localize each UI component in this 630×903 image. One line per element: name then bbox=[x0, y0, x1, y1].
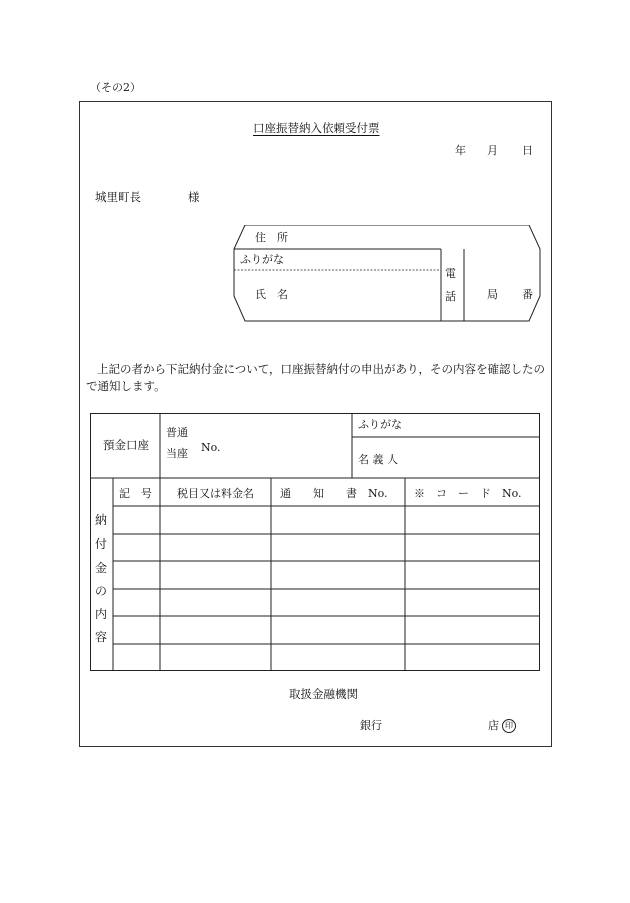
phone-label-bottom: 話 bbox=[445, 290, 456, 303]
institution-heading: 取扱金融機関 bbox=[289, 687, 358, 701]
side-label-char: 納 bbox=[95, 513, 108, 527]
header-symbol: 記 号 bbox=[119, 487, 152, 500]
side-label-char: 容 bbox=[95, 630, 108, 644]
account-label: 預金口座 bbox=[103, 438, 149, 452]
header-notice-no: 通 知 書 No. bbox=[280, 487, 388, 500]
header-code-no: ※ コ ー ド No. bbox=[414, 487, 522, 500]
side-label-char: 内 bbox=[95, 607, 108, 621]
account-no-label: No. bbox=[201, 441, 221, 454]
day-label: 日 bbox=[522, 144, 533, 157]
holder-label: 名 義 人 bbox=[358, 453, 398, 466]
furigana-label: ふりがな bbox=[240, 253, 284, 266]
exchange-label: 局 bbox=[487, 288, 498, 301]
side-label-char: 付 bbox=[95, 537, 108, 551]
header-tax-item: 税目又は料金名 bbox=[177, 487, 254, 500]
year-label: 年 bbox=[455, 144, 466, 157]
account-payment-table bbox=[90, 413, 542, 672]
branch-text: 店 bbox=[488, 719, 499, 732]
notice-text: 上記の者から下記納付金について，口座振替納付の申出があり，その内容を確認したので通知します。 bbox=[86, 362, 546, 393]
bank-label: 銀行 bbox=[360, 719, 382, 732]
address-label: 住 所 bbox=[255, 231, 288, 244]
addressee-honorific: 様 bbox=[188, 190, 200, 204]
side-label-char: の bbox=[95, 584, 108, 598]
number-label: 番 bbox=[522, 288, 533, 301]
seal-icon: 印 bbox=[502, 719, 516, 733]
account-type-current: 当座 bbox=[166, 447, 188, 460]
addressee-name: 城里町長 bbox=[95, 190, 141, 204]
name-label: 氏 名 bbox=[255, 288, 288, 301]
page-label: （その2） bbox=[90, 81, 141, 94]
form-title: 口座振替納入依頼受付票 bbox=[253, 121, 380, 135]
branch-label bbox=[488, 719, 516, 733]
phone-label-top: 電 bbox=[445, 267, 456, 280]
account-type-ordinary: 普通 bbox=[166, 426, 188, 439]
month-label: 月 bbox=[487, 144, 498, 157]
holder-furigana-label: ふりがな bbox=[358, 418, 402, 431]
side-label-char: 金 bbox=[95, 561, 108, 575]
